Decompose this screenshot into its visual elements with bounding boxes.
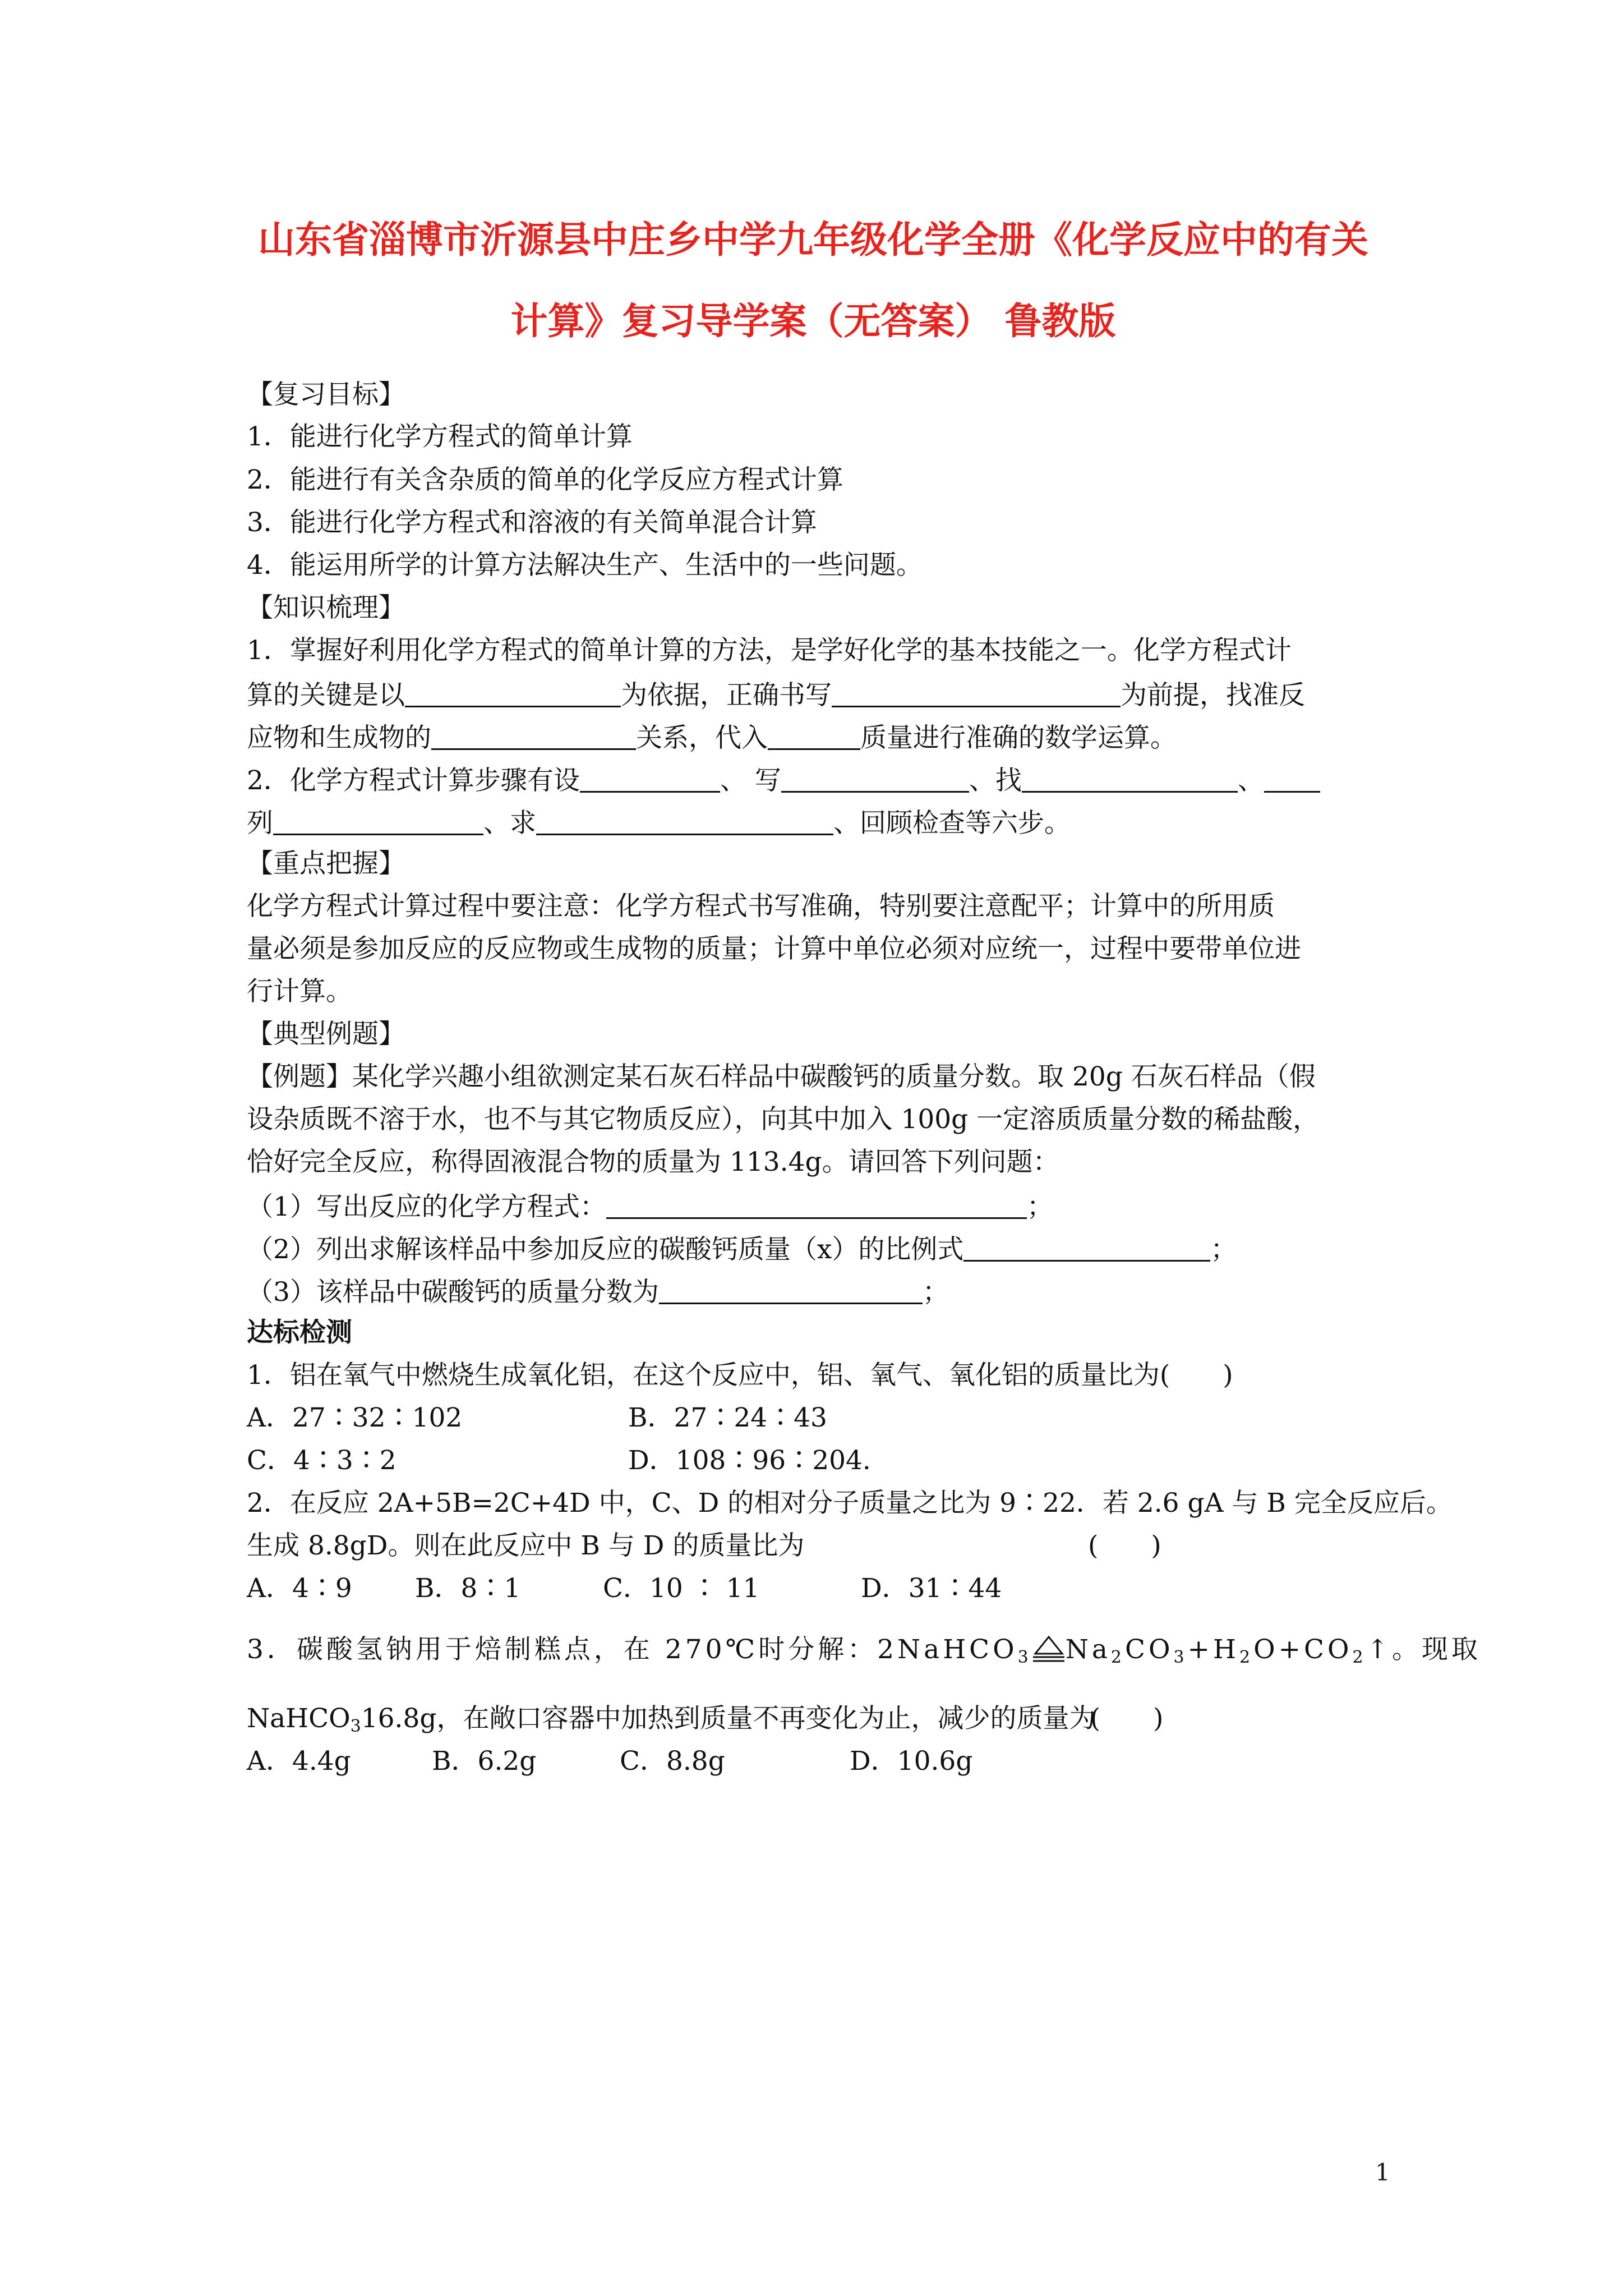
test-q3: 3．碳酸氢钠用于焙制糕点，在 270℃时分解：2NaHCO$_3$ $Na_2CO_3+H_2O+CO_2↑$。现取	[247, 1634, 1481, 1667]
fill-blank	[1022, 765, 1238, 793]
key-points-line: 量必须是参加反应的反应物或生成物的质量；计算中单位必须对应统一，过程中要带单位进	[247, 933, 1301, 964]
fill-blank	[405, 680, 621, 707]
test-q3-options	[247, 1746, 973, 1777]
option-d: D．108∶96∶204.	[628, 1445, 871, 1476]
example-line: 恰好完全反应，称得固液混合物的质量为 113.4g。请回答下列问题：	[247, 1147, 1059, 1177]
fill-blank	[781, 765, 969, 793]
option-a: A．4∶9	[247, 1573, 352, 1604]
example-q2: （2）列出求解该样品中参加反应的碳酸钙质量（x）的比例式 ；	[247, 1234, 1237, 1265]
test-q2-line2: 生成 8.8gD。则在此反应中 B 与 D 的质量比为 ( )	[247, 1530, 1161, 1561]
example-line: 【例题】某化学兴趣小组欲测定某石灰石样品中碳酸钙的质量分数。取 20g 石灰石样品（假	[247, 1061, 1316, 1092]
test-q2: 2．在反应 2A+5B=2C+4D 中，C、D 的相对分子质量之比为 9∶22．若 2.6 gA 与 B 完全反应后。	[247, 1488, 1453, 1519]
example-q3: （3）该样品中碳酸钙的质量分数为 ；	[247, 1277, 949, 1308]
goal-item: 1．能进行化学方程式的简单计算	[247, 421, 633, 452]
option-c: C．8.8g	[620, 1746, 725, 1777]
fill-blank	[606, 1191, 1027, 1219]
option-d: D．10.6g	[850, 1746, 973, 1777]
goal-item: 2．能进行有关含杂质的简单的化学反应方程式计算	[247, 464, 843, 495]
example-q1: （1）写出反应的化学方程式： ；	[247, 1191, 1053, 1222]
test-heading: 达标检测	[247, 1317, 352, 1348]
goal-item: 4．能运用所学的计算方法解决生产、生活中的一些问题。	[247, 550, 923, 581]
knowledge-p1-line3: 应物和生成物的 关系，代入 质量进行准确的数学运算。	[247, 723, 1177, 753]
option-c: C．4∶3∶2	[247, 1445, 396, 1476]
key-points-line: 行计算。	[247, 976, 352, 1007]
fill-blank	[963, 1234, 1210, 1262]
doc-title-line1: 山东省淄博市沂源县中庄乡中学九年级化学全册《化学反应中的有关	[258, 218, 1368, 261]
test-q1: 1．铝在氧气中燃烧生成氧化铝，在这个反应中，铝、氧气、氧化铝的质量比为( )	[247, 1360, 1233, 1391]
fill-blank	[1264, 765, 1320, 793]
test-q3-line2: NaHCO$_3$16.8g，在敞口容器中加热到质量不再变化为止，减少的质量为( )	[247, 1703, 1164, 1736]
option-c: C．10 ∶ 11	[603, 1573, 760, 1604]
option-b: B．6.2g	[432, 1746, 537, 1777]
test-q1-options-row1	[247, 1402, 827, 1433]
option-a: A．27∶32∶102	[247, 1402, 463, 1433]
key-points-line: 化学方程式计算过程中要注意：化学方程式书写准确，特别要注意配平；计算中的所用质	[247, 891, 1275, 922]
heat-triangle-icon	[1032, 1635, 1066, 1663]
page-number: 1	[1375, 2159, 1390, 2186]
goal-item: 3．能进行化学方程式和溶液的有关简单混合计算	[247, 507, 817, 538]
fill-blank	[431, 723, 636, 750]
knowledge-heading: 【知识梳理】	[247, 592, 405, 623]
option-b: B．27∶24∶43	[628, 1402, 827, 1433]
option-b: B．8∶1	[415, 1573, 521, 1604]
knowledge-p1-line2: 算的关键是以 为依据，正确书写 为前提，找准反	[247, 680, 1305, 711]
knowledge-p2-line2: 列 、求 、回顾检查等六步。	[247, 808, 1071, 839]
key-points-heading: 【重点把握】	[247, 848, 405, 879]
option-a: A．4.4g	[247, 1746, 351, 1777]
fill-blank	[273, 808, 483, 835]
example-line: 设杂质既不溶于水，也不与其它物质反应），向其中加入 100g 一定溶质质量分数的稀盐酸，	[247, 1104, 1320, 1135]
fill-blank	[536, 808, 833, 835]
fill-blank	[768, 723, 860, 750]
test-q1-options-row2	[247, 1447, 871, 1474]
review-goals-heading: 【复习目标】	[247, 379, 405, 410]
test-q2-options	[247, 1575, 1002, 1602]
doc-title-line2: 计算》复习导学案（无答案） 鲁教版	[510, 300, 1116, 343]
knowledge-p1: 1．掌握好利用化学方程式的简单计算的方法，是学好化学的基本技能之一。化学方程式计	[247, 635, 1292, 666]
fill-blank	[580, 765, 720, 793]
fill-blank	[659, 1277, 923, 1304]
knowledge-p2: 2．化学方程式计算步骤有设 、 写 、找 、	[247, 765, 1320, 794]
option-d: D．31∶44	[861, 1573, 1002, 1604]
example-heading: 【典型例题】	[247, 1019, 405, 1050]
fill-blank	[832, 680, 1121, 707]
